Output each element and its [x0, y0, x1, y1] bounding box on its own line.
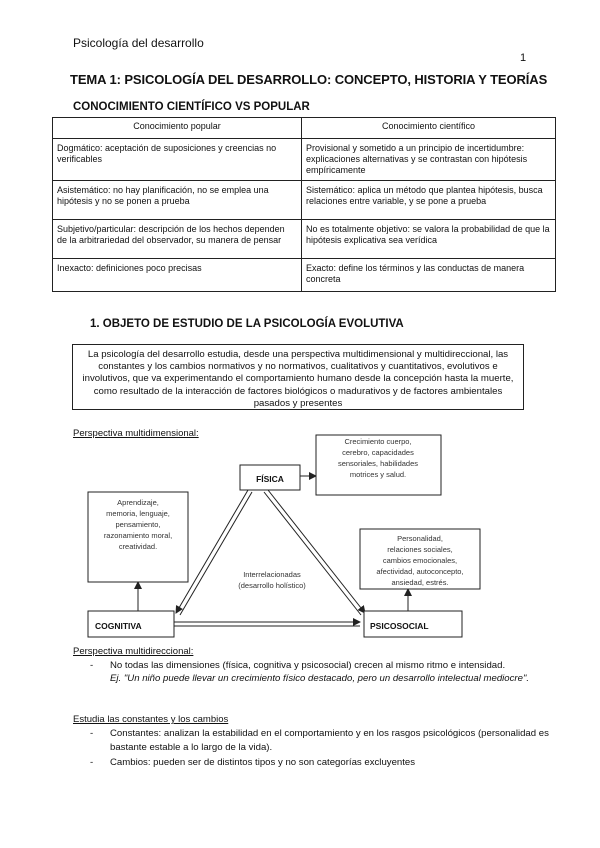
center-sublabel: (desarrollo holístico): [238, 581, 306, 590]
fisica-info-line: motrices y salud.: [349, 470, 407, 479]
page-title: TEMA 1: PSICOLOGÍA DEL DESARROLLO: CONCEPTO, HISTORIA Y TEORÍAS: [70, 72, 548, 87]
node-cognitiva: [88, 611, 174, 637]
node-fisica: [240, 465, 300, 490]
document-header: Psicología del desarrollo: [73, 36, 204, 50]
fisica-info-line: sensoriales, habilidades: [337, 459, 419, 468]
list-item: [90, 756, 550, 769]
multidir-example: Ej. "Un niño puede llevar un crecimiento físico destacado, pero un desarrollo intelectual mediocre".: [110, 673, 530, 684]
subheading-multidireccional: Perspectiva multidireccional:: [73, 646, 194, 657]
center-label: Interrelacionadas: [243, 570, 301, 579]
cognitiva-info-line: pensamiento,: [115, 520, 161, 529]
node-psicosocial: [364, 611, 462, 637]
node-fisica-label: FÍSICA: [256, 474, 284, 484]
psicosocial-info-line: cambios emocionales,: [382, 556, 458, 565]
bullet-dash: -: [90, 728, 94, 739]
bullet-dash: -: [90, 660, 94, 671]
table-row: [53, 220, 556, 259]
column-header-popular: Conocimiento popular: [53, 118, 302, 139]
psicosocial-info-line: afectividad, autoconcepto,: [376, 567, 464, 576]
list-item: [90, 659, 550, 685]
psicosocial-info-box: [360, 529, 480, 589]
psicosocial-info-line: ansiedad, estrés.: [391, 578, 449, 587]
section-heading-knowledge: CONOCIMIENTO CIENTÍFICO VS POPULAR: [73, 101, 310, 113]
multidimensional-diagram: [80, 437, 500, 645]
node-cognitiva-label: COGNITIVA: [95, 621, 142, 631]
node-psicosocial-label: PSICOSOCIAL: [370, 621, 429, 631]
table-cell: No es totalmente objetivo: se valora la probabilidad de que la hipótesis explicativa sea verídica: [302, 220, 556, 259]
list-item: [90, 727, 550, 755]
comparison-table: [52, 117, 556, 292]
table-row: [53, 259, 556, 292]
subheading-multidimensional: Perspectiva multidimensional:: [73, 428, 199, 439]
bullet-dash: -: [90, 757, 94, 768]
cognitiva-info-line: memoria, lenguaje,: [106, 509, 170, 518]
column-header-cientifico: Conocimiento científico: [302, 118, 556, 139]
table-cell: Exacto: define los términos y las conductas de manera concreta: [302, 259, 556, 292]
page-number: 1: [520, 52, 527, 64]
multidir-bullet-text: No todas las dimensiones (física, cognitiva y psicosocial) crecen al mismo ritmo e intensidad.: [110, 660, 506, 671]
table-row: [53, 139, 556, 181]
cognitiva-info-line: razonamiento moral,: [103, 531, 173, 540]
fisica-info-box: [316, 435, 441, 495]
table-header-row: [53, 118, 556, 139]
fisica-info-line: cerebro, capacidades: [342, 448, 414, 457]
subheading-constantes: Estudia las constantes y los cambios: [73, 714, 229, 725]
cognitiva-info-line: creatividad.: [118, 542, 158, 551]
psicosocial-info-line: Personalidad,: [397, 534, 443, 543]
section-heading-objeto: 1. OBJETO DE ESTUDIO DE LA PSICOLOGÍA EVOLUTIVA: [90, 318, 404, 330]
table-cell: Inexacto: definiciones poco precisas: [53, 259, 302, 292]
table-cell: Dogmático: aceptación de suposiciones y creencias no verificables: [53, 139, 302, 181]
definition-box: La psicología del desarrollo estudia, desde una perspectiva multidimensional y multidireccional, las constantes y los cambios normativos y no normativos, cualitativos y cuantitativos, evolutivos e involutivos, que va experimentando el comportamiento humano desde la concepción hasta la muerte, como resultado de la interacción de factores biológicos o madurativos y de factores ambientales pasados y presentes: [72, 344, 524, 410]
table-cell: Sistemático: aplica un método que plantea hipótesis, busca relaciones entre variable, y se pone a prueba: [302, 181, 556, 220]
cognitiva-info-box: [88, 492, 188, 582]
table-row: [53, 181, 556, 220]
fisica-info-line: Crecimiento cuerpo,: [344, 437, 412, 446]
table-cell: Provisional y sometido a un principio de incertidumbre: explicaciones alternativas y se contrastan con hipótesis empíricamente: [302, 139, 556, 181]
table-cell: Asistemático: no hay planificación, no se emplea una hipótesis y no se ponen a prueba: [53, 181, 302, 220]
table-cell: Subjetivo/particular: descripción de los hechos dependen de la arbitrariedad del observador, su manera de pensar: [53, 220, 302, 259]
constantes-text: Constantes: analizan la estabilidad en el comportamiento y en los rasgos psicológicos (personalidad es bastante estable a lo largo de la vida).: [110, 728, 549, 753]
psicosocial-info-line: relaciones sociales,: [387, 545, 453, 554]
cambios-text: Cambios: pueden ser de distintos tipos y no son categorías excluyentes: [110, 757, 416, 768]
cognitiva-info-line: Aprendizaje,: [117, 498, 159, 507]
